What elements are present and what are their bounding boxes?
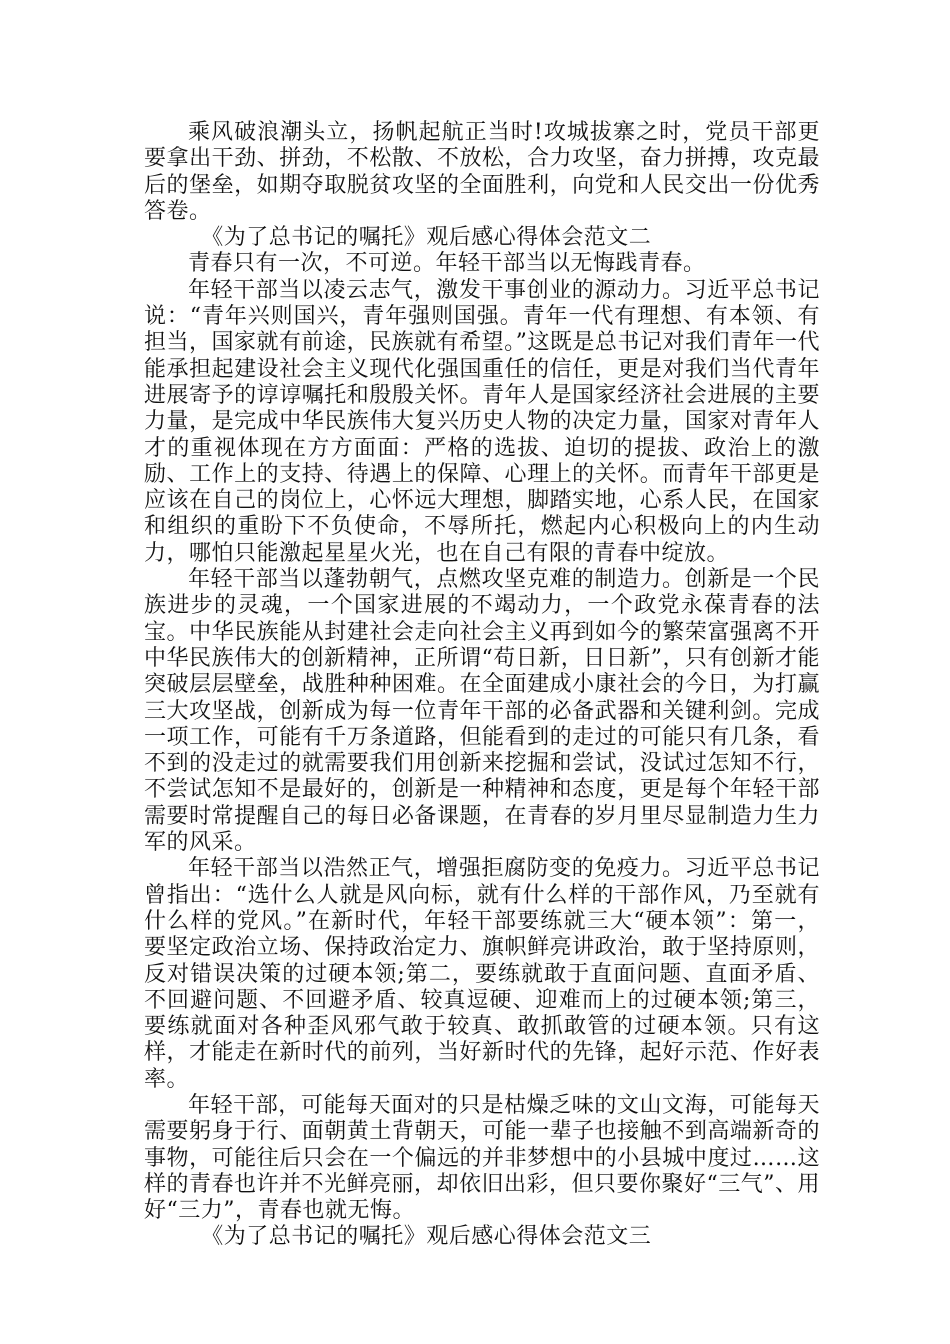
- document-page: [144, 120, 820, 1251]
- paragraph: 乘风破浪潮头立，扬帆起航正当时!攻城拔寨之时，党员干部更要拿出干劲、拼劲，不松散、不放松，合力攻坚，奋力拼搏，攻克最后的堡垒，如期夺取脱贫攻坚的全面胜利，向党和人民交出一份优秀答卷。: [144, 120, 820, 224]
- paragraph: 年轻干部当以浩然正气，增强拒腐防变的免疫力。习近平总书记曾指出：“选什么人就是风向标，就有什么样的干部作风，乃至就有什么样的党风。”在新时代，年轻干部要练就三大“硬本领”：第一，要坚定政治立场、保持政治定力、旗帜鲜亮讲政治，敢于坚持原则，反对错误决策的过硬本领;第二，要练就敢于直面问题、直面矛盾、不回避问题、不回避矛盾、较真逗硬、迎难而上的过硬本领;第三，要练就面对各种歪风邪气敢于较真、敢抓敢管的过硬本领。只有这样，才能走在新时代的前列，当好新时代的先锋，起好示范、作好表率。: [144, 856, 820, 1092]
- paragraph: 年轻干部当以凌云志气，激发干事创业的源动力。习近平总书记说：“青年兴则国兴，青年强则国强。青年一代有理想、有本领、有担当，国家就有前途，民族就有希望。”这既是总书记对我们青年一代能承担起建设社会主义现代化强国重任的信任，更是对我们当代青年进展寄予的谆谆嘱托和殷殷关怀。青年人是国家经济社会进展的主要力量，是完成中华民族伟大复兴历史人物的决定力量，国家对青年人才的重视体现在方方面面：严格的选拔、迫切的提拔、政治上的激励、工作上的支持、待遇上的保障、心理上的关怀。而青年干部更是应该在自己的岗位上，心怀远大理想，脚踏实地，心系人民，在国家和组织的重盼下不负使命，不辱所托，燃起内心积极向上的内生动力，哪怕只能激起星星火光，也在自己有限的青春中绽放。: [144, 277, 820, 566]
- section-heading: 《为了总书记的嘱托》观后感心得体会范文二: [201, 225, 652, 251]
- paragraph: 年轻干部，可能每天面对的只是枯燥乏味的文山文海，可能每天需要躬身于行、面朝黄土背朝天，可能一辈子也接触不到高端新奇的事物，可能往后只会在一个偏远的并非梦想中的小县城中度过……这样的青春也许并不光鲜亮丽，却依旧出彩，但只要你聚好“三气”、用好“三力”，青春也就无悔。: [144, 1092, 820, 1224]
- section-heading: 《为了总书记的嘱托》观后感心得体会范文三: [201, 1224, 652, 1250]
- paragraph: 年轻干部当以蓬勃朝气，点燃攻坚克难的制造力。创新是一个民族进步的灵魂，一个国家进展的不竭动力，一个政党永葆青春的法宝。中华民族能从封建社会走向社会主义再到如今的繁荣富强离不开中华民族伟大的创新精神，正所谓“苟日新，日日新”，只有创新才能突破层层壁垒，战胜种种困难。在全面建成小康社会的今日，为打赢三大攻坚战，创新成为每一位青年干部的必备武器和关键利剑。完成一项工作，可能有千万条道路，但能看到的走过的可能只有几条，看不到的没走过的就需要我们用创新来挖掘和尝试，没试过怎知不行，不尝试怎知不是最好的，创新是一种精神和态度，更是每个年轻干部需要时常提醒自己的每日必备课题，在青春的岁月里尽显制造力生力军的风采。: [144, 567, 820, 856]
- paragraph: 青春只有一次，不可逆。年轻干部当以无悔践青春。: [188, 251, 706, 277]
